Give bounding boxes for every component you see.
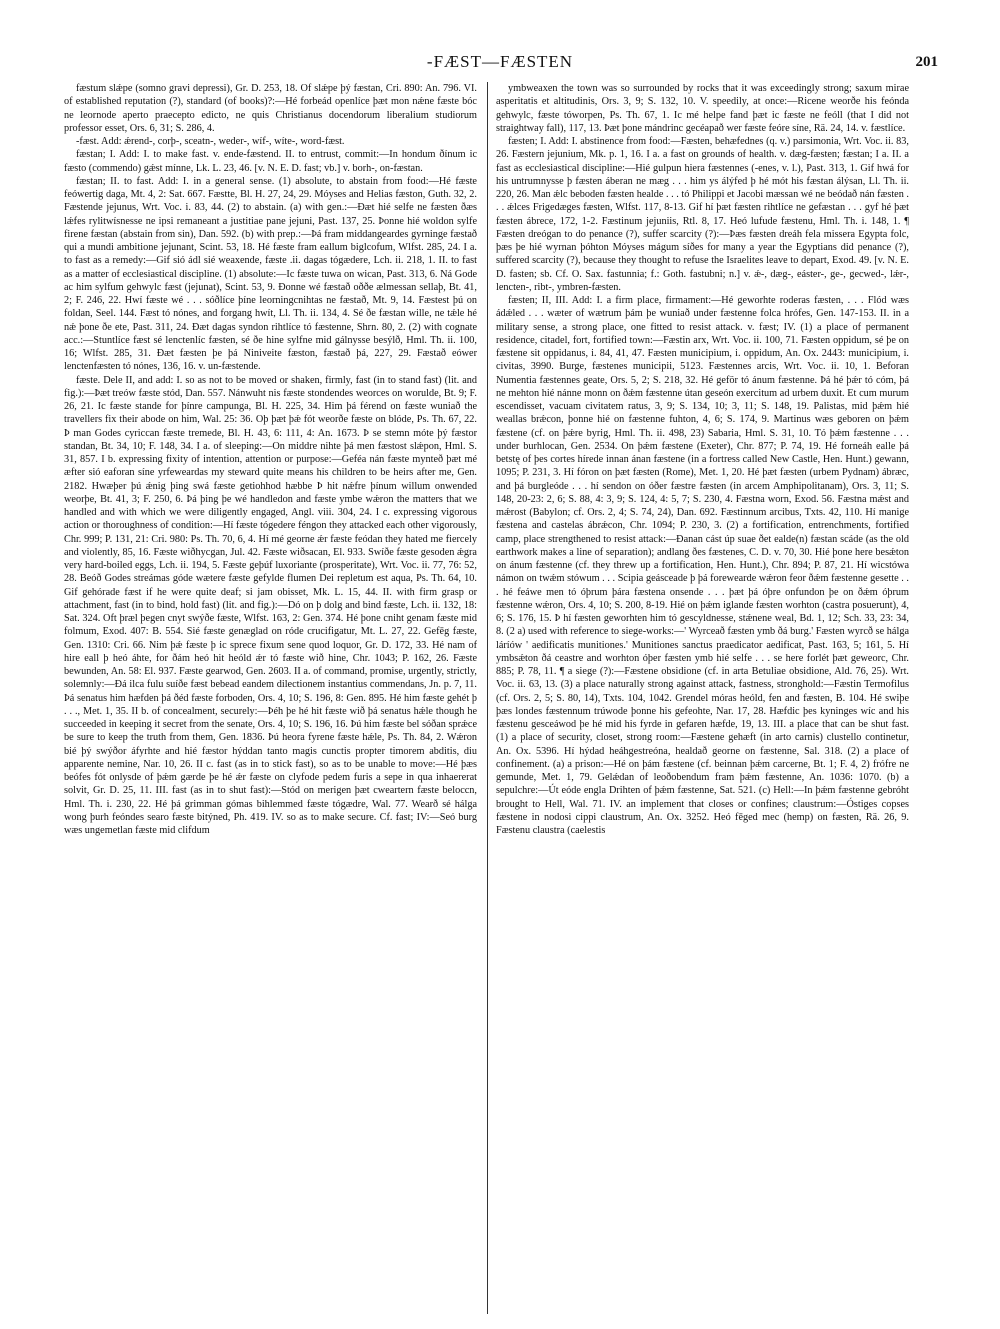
- entry-text: fæstan; I. Add: I. to make fast. v. ende-fæstend. II. to entrust, commit:—In hondum ðínum ic fæsto (commendo) gǽst mínne, Lk. L. 23, 46. [v. N. E. D. fast; vb.] v. borh-, on-fæstan.: [64, 149, 477, 174]
- entry-text: fæstum slǽpe (somno gravi depressi), Gr. D. 253, 18. Of slǽpe þý fæstan, Cri. 890: An. 796. VI. of established reputation (?), standard (of books)?:—Hé forbeád openlíce þæt mon nǽne fæste bóc ne leornode aperto praecepto edicto, ne quis Christianus docendorum liberalium studiorum professor esset, Ors. 6, 31; S. 286, 4.: [64, 83, 477, 134]
- page-header: [0, 52, 1000, 74]
- running-head: -FÆST—FÆSTEN: [426, 52, 574, 71]
- page-number: 201: [915, 54, 938, 70]
- entry-text: -fæst. Add: ǽrend-, corþ-, sceatn-, weder-, wíf-, wíte-, word-fæst.: [76, 136, 345, 147]
- entry-text: fæstan; II. to fast. Add: I. in a general sense. (1) absolute, to abstain from food:—Hé fæste feówertig daga, Mt. 4, 2: Sat. 667. Fæstte, Bl. H. 27, 24, 29. Móyses and Helias fæston, Guth. 32, 2. Fæstende jejunus, Wrt. Voc. i. 83, 44. (2) to abstain. (a) with gen.:—Ðæt hié selfe ne fæsten ðæs lǽfes rylitwísnesse ne ipsi remaneant a justitiae pane jejuni, Past. 137, 25. Þonne hié woldon sylfe firene fæstan (abstain from sin), Dan. 592. (b) with prep.:—Þá fram middangeardes gyrninge fæstað qui a mundi ambitione jejunant, Scint. 53, 18. Hé fæste fram eallum biglcofum, Wlfst. 285, 24. I a. to fast as a remedy:—Gif sió ádl sié weaxende, fæste .ii. dagas tógædere, Lch. ii. 218, 1. II. to fast as a matter of ecclesiastical discipline. (1) absolute:—Ic fæste tuwa on wican, Past. 313, 6. Ná Gode ac him sylfum gehwylc fæst (jejunat), Scint. 53, 9. Ðonne wé fæstað oððe ælmessan sellaþ, Bt. 41, 2; F. 246, 22. Hwí fæste wé . . . sóðlíce þíne leorningcnihtas ne fæstað, Mt. 9, 14. Fæstest þú on foldan, Seel. 144. Fæst tó nónes, and forgang hwít, Ll. Th. ii. 134, 4. Sé ðe fæstan wille, ne tǽle hé nǽ þone ðe ete, Past. 311, 24. Ðæt dagas syndon rihtlíce tó fæstenne, Shrn. 80, 2. (2) with cognate acc.:—Stuntlíce fæst sé lenctenlíc fæsten, sé ðe hine sylfne mid gálnysse besýlð, Hml. Th. ii. 100, 16; Wlfst. 285, 31. Ðæt fæsten þe þá Niniveite fæston, fæstað þá, 227, 29. Fæstað eówer lenctenfæsten tó nónes, 136, 16. v. un-fæstende.: [64, 175, 477, 373]
- right-column: [496, 82, 909, 1314]
- column-divider: [487, 82, 488, 1314]
- entry-text: fæste. Dele II, and add: I. so as not to be moved or shaken, firmly, fast (in to stand fast) (lit. and fig.):—Þæt treów fæste stód, Dan. 557. Nánwuht nis fæste stondendes weorces on worulde, Bt. 9; F. 26, 21. Ic fæste stande for þínre campunga, Bl. H. 225, 34. Him þá férend on fæste wuniað the travellers fix their abode on him, Wal. 25: 36. Oþ þæt þǽ fót weorðe fæste on blóde, Ps. Th. 67, 22. Þ man Godes cyriccan fæste tremede, Bl. H. 43, 6: 111, 4: An. 1673. Þ se stemn móte þý fæstor standan, Bt. 34, 10; F. 148, 34. I a. of sleeping:—On middre nihte þá men fæstost slǽpon, Hml. S. 31, 857. I b. expressing fixity of intention, attention or purpose:—Geféa nán fæste mynteð þæt mé æfter sió eaforan síne yrfeweardas my steward quite means his children to be heirs after me, Gen. 2182. Hwæþer þú ǽnig þing swá fæste getiohhod hæbbe Þ hit nǽfre þínum willum onwended weorþe, Bt. 41, 3; F. 250, 6. Þá þing þe wé handledon and fæste ymbe wǽron the matters that we handled and with which we were diligently engaged, Angl. viii. 304, 24. I c. expressing vigorous action or thoroughness of condition:—Hí fæste tógedere féngon they attacked each other vigorously, Chr. 999; P. 131, 21: Cri. 980: Ps. Th. 70, 6, 4. Hí mé georne ǽr fæste feódan they hated me fiercely and violently, 85, 16. Fæste wiðhycgan, Jul. 42. Fæste wiðsacan, El. 933. Swíðe fæste gesoden ǽgra very hard-boiled eggs, Lch. ii. 194, 5. Fæste geþúf luxoriante (prosperitate), Wrt. Voc. ii. 77, 76: 52, 28. Beóð Godes streámas góde wætere fæste gefylde flumen Dei repletum est aqua, Ps. Th. 64, 10. Gif gehórade fæst if he were quite deaf; si jam obisset, Mk. L. 15, 44. II. with firm grasp or attachment, fast (in to bind, hold fast) (lit. and fig.):—Dó on þ dolg and bind fæste, Lch. ii. 132, 18: Sat. 324. Oft þræl þegen cnyt swýðe fæste, Wlfst. 163, 2: Gen. 374. Hé þone cniht genam fæste mid folmum, Exod. 407: B. 554. Sié fæste genæglad on róde crucifigatur, Mt. L. 27, 22. Gefēg fæste, Gen. 1310: Cri. 66. Nim þǽ fæste þ ic sprece fixum sene quod loquor, Gr. D. 172, 33. Hé nam of hire eall þ heó áhte, for ðám heó hit heóld ǽr tó fæste wið hine, Chr. 1043; P. 162, 26. Fæste bewunden, An. 58: El. 937. Fæste gearwod, Gen. 2603. II a. of command, promise, urgently, strictly, solemnly:—Ðá ilca fulu suíðe fæst bebead eandem dilectionem instantius commendans, Jn. p. 7, 11. Þá senatus him hæfden þá ðéd fæste forboden, Ors. 4, 10; S. 196, 8: Gen. 895. Hé him fæste gehét þ . . ., Met. 1, 35. II b. of concealment, securely:—Þéh þe hé hit fæste wið þá senatus hǽle though he succeeded in keeping it secret from the senate, Ors. 4, 10; S. 196, 16. Þú him fæste bel sóðan sprǽce be sure to keep the truth from them, Gen. 1836. Þú heora fyrene fæste hǽle, Ps. Th. 84, 2. Wǽron bié þý swýðor áfyrhte and hié fæstor hýddan tanto magis cunctis propter timorem abditis, diu apparente nemine, Nar. 10, 26. II c. fast (as in to stick fast), so as to be unable to move:—Hé þæs beófes fót onlysde of þǽm gærde þe hé ǽr fæste on clyfode pedem furis a sepe in qua inhaererat solvit, Gr. D. 25, 11. III. fast (as in to shut fast):—Stód on merigen þæt cweartern fæste beloccn, Hml. Th. i. 230, 22. Hé þá grimman gómas bihlemmed fæste tógædre, Wal. 77. Wearð sé hálga wong þurh feóndes searo fæste bitýned, Ph. 419. IV. so as to make secure. Cf. fast; IV:—Seó burg wæs ungemetlan fæste mid clifdum: [64, 374, 477, 836]
- left-column: [64, 82, 477, 1314]
- entry-text: ymbweaxen the town was so surrounded by rocks that it was exceedingly strong; saxum mirae asperitatis et altitudinis, Ors. 3, 9; S. 132, 10. V. speedily, at once:—Ricene weorðe his feónda gehwylc, fæste tóworpen, Ps. Th. 67, 1. Ic mé helpe fand þæt ic fæste ne feóll (that I did not straightway fall), 117, 13. Þæt þone mándrinc gecéapað wer fæste feóre síne, Rä. 24, 14. v. fæstlíce.: [496, 83, 909, 134]
- entry-text: fæsten; II, III. Add: I. a firm place, firmament:—Hé geworhte roderas fæsten, . . . Flód wæs ádǽled . . . wæter of wætrum þám þe wuniað under fæstenne folca hrófes, Gen. 147-153. II. in a military sense, a strong place, one fitted to resist attack. v. fæst; IV. (1) a place of permanent residence, citadel, fort, fortified town:—Fæstin arx, Wrt. Voc. ii. 100, 71. Fæsten oppidum, sé þe on fæstene sit oppidanus, i. 84, 41, 47. Fæsten municipium, i. oppidum, An. Ox. 2443: municipium, i. civitas, 3990. Burge, fæstenes municipii, 5123. Fæstennes arcis, Wrt. Voc. ii. 10, 1. Beforan Numentia fæstennes geate, Ors. 5, 2; S. 218, 32. Hé geför tó ánum fæstenne. Þá hé þǽr tó cóm, þá ne mehton hié nánne monn on ðǽm fæstenne útan geseón exercitum ad urbem duxit. Et cum murum escendisset, vacuam civitatem ratus, 3, 9; S. 134, 10; 3, 11; S. 148, 19. Palistas, mid þǽm hié weallas brǽcon, þonne hié on fæstenne fuhton, 4, 6; S. 174, 9. Martinus wæs geboren on þǽm fæstene (cf. on þǽre byrig, Hml. Th. ii. 498, 23) Sabaria, Hml. S. 31, 10. Tó þǽm fæstenne . . . under burhlocan, Gen. 2534. On þǽm fæstene (Exeter), Chr. 877; P. 74, 19. Hé forneáh ealle þá betstę of þes cortes hírede innan ánan fæstene (in a fortress called New Castle, Hen. Hunt.) gewann, 1095; P. 231, 3. Hí fóron on þæt fæsten (Rome), Met. 1, 20. Hé þæt fæsten (urbem Pydnam) ábræc, and þá burgleóde . . . hí sendon on óðer fæstre fæsten (in arcem Amphipolitanam), Ors. 3, 11; S. 148, 20-23: 2, 6; S. 88, 4: 3, 9; S. 124, 4: 5, 7; S. 230, 4. Fæstna worn, Exod. 56. Fæstna mǽst and mǽrost (Babylon; cf. Ors. 2, 4; S. 74, 24), Dan. 692. Fæstinnum arcibus, Txts. 42, 110. Hí manige fæstena and castelas ábrǽcon, Chr. 1094; P. 230, 3. (2) a fortification, entrenchments, fortified camp, place strengthened to resist attack:—Ðanan cást úp suae ðet ealde(n) fæstan scáde (as the old earthwork makes a line of separation); andlang ðes fæstenes, C. D. v. 70, 30. Hié þone here besǽton on ánum fæstenne (cf. they threw up a fortification, Hen. Hunt.), Chr. 894; P. 87, 21. Hí wicstówa námon on twǽm stówum . . . Scipia geásceade þ þá forewearde wǽron feor ðǽm fæstenne gesette . . . hé feáwe men tó óþrum þára fæstena onsende . . . þæt þá óþre onfundon þe on ðǽm óþrum fæstenne wǽron, Ors. 4, 10; S. 200, 8-19. Hié on þǽm iglande fæsten worhton (castra posuerunt), 4, 6; S. 176, 15. Þ hí fæsten geworhten him tó gescyldnesse, stǽnene weal, Bd. 1, 12; Sch. 33, 23: 34, 8. (2 a) used with reference to siege-works:—' Wyrceað fæsten ymb ðá burg.' Fæsten wyrcð se hálga láríów ' aedificatis munitiones.' Munitiones sanctus praedicator aedificat, Past. 163, 5; 161, 5. Hí ymbsǽton ðá ceastre and worhton óþer fæsten ymb hié selfe . . . se here forlét þæt geweorc, Chr. 885; P. 78, 11. ¶ a siege (?):—Fæstene obsidione (cf. in arta Betuliae obsidione, Ald. 76, 25). Wrt. Voc. ii. 63, 13. (3) a place naturally strong against attack, fastness, stronghold:—Fæstin Termofilus (cf. Ors. 2, 5; S. 80, 14), Txts. 104, 1042. Grendel móras heóld, fen and fæsten, B. 104. Hé swiþe þæs londes fæstennum trúwode þonne his gefeohte, Nar. 17, 28. Hæfdic þes kyninges wíc and his fæstenu gesceáwod þe hé mid his fyrde in gefaren hæfde, 19, 13. III. a place that can be shut fast. (1) a place of security, closet, strong room:—Fæstene gehæft (in arto carnis) clustello continetur, An. Ox. 5396. Hí hýdad heáhgestreóna, healdað georne on fæstenne, Sal. 318. (2) a place of confinement. (a) a prison:—Hé on þám fæstene (cf. beinnan þǽm carcerne, Bt. 1; F. 4, 2) frófre ne gemunde, Met. 1, 79. Gelǽdan of leoðobendum fram þǽm fæstenne, An. 1036: 1070. (b) a sepulchre:—Út eóde engla Drihten of þǽm fæstenne, Sat. 521. (c) Hell:—In þǽm fæstenne gebróht brought to Hell, Wal. 71. IV. an implement that closes or confines; claustrum:—Óstiges copses fæstene in nodosi cippi claustrum, An. Ox. 3252. Heó fēged mec (hemp) on fæsten, Rä. 26, 9. Fæstenu claustra (caelestis: [496, 295, 909, 836]
- entry-text: fæsten; I. Add: I. abstinence from food:—Fæsten, behæfednes (q. v.) parsimonia, Wrt. Voc. ii. 83, 26. Fæstern jejunium, Mk. p. 1, 16. I a. a fast on grounds of health. v. dæg-fæsten; fæstan; I a. II. a fast as ecclesiastical discipline:—Hié gulpun hiera fæstennes (-enes, v. l.), Past. 313, 1. Gif hwá for his untrumnysse þ fæsten áberan ne mæg . . . him ys álýfed þ hé mót his fæstan álýsan, Ll. Th. ii. 220, 26. Man ǽlc beboden fæsten healde . . . tó Philippi et Jacobi mæssan wé ne beódað nán fæsten . . . ǽlces Frigedæges fæsten, Wlfst. 117, 8-13. Gif hí þæt fæsten rihtlíce ne gefæstan . . . gyf hé þæt fæsten ábrece, 172, 1-2. Fæstinum jejuniis, Rtl. 8, 17. Heó lufude fæstenu, Hml. Th. i. 148, 1. ¶ Fæsten dreógan to do penance (?), suffer scarcity (?):—Þæs fæsten dreáh fela missera Egypta folc, þæs þe hié wyrnan þóhton Móyses mágum síðes for many a year the Egyptians did penance (?), suffered scarcity (?), because they thought to refuse the Israelites leave to depart, Exod. 49. [v. N. E. D. fasten; sb. Cf. O. Sax. fastunnia; f.: Goth. fastubni; n.] v. ǽ-, dæg-, eáster-, ge-, gecwed-, lǽr-, lencten-, ribt-, ymbren-fæsten.: [496, 136, 909, 293]
